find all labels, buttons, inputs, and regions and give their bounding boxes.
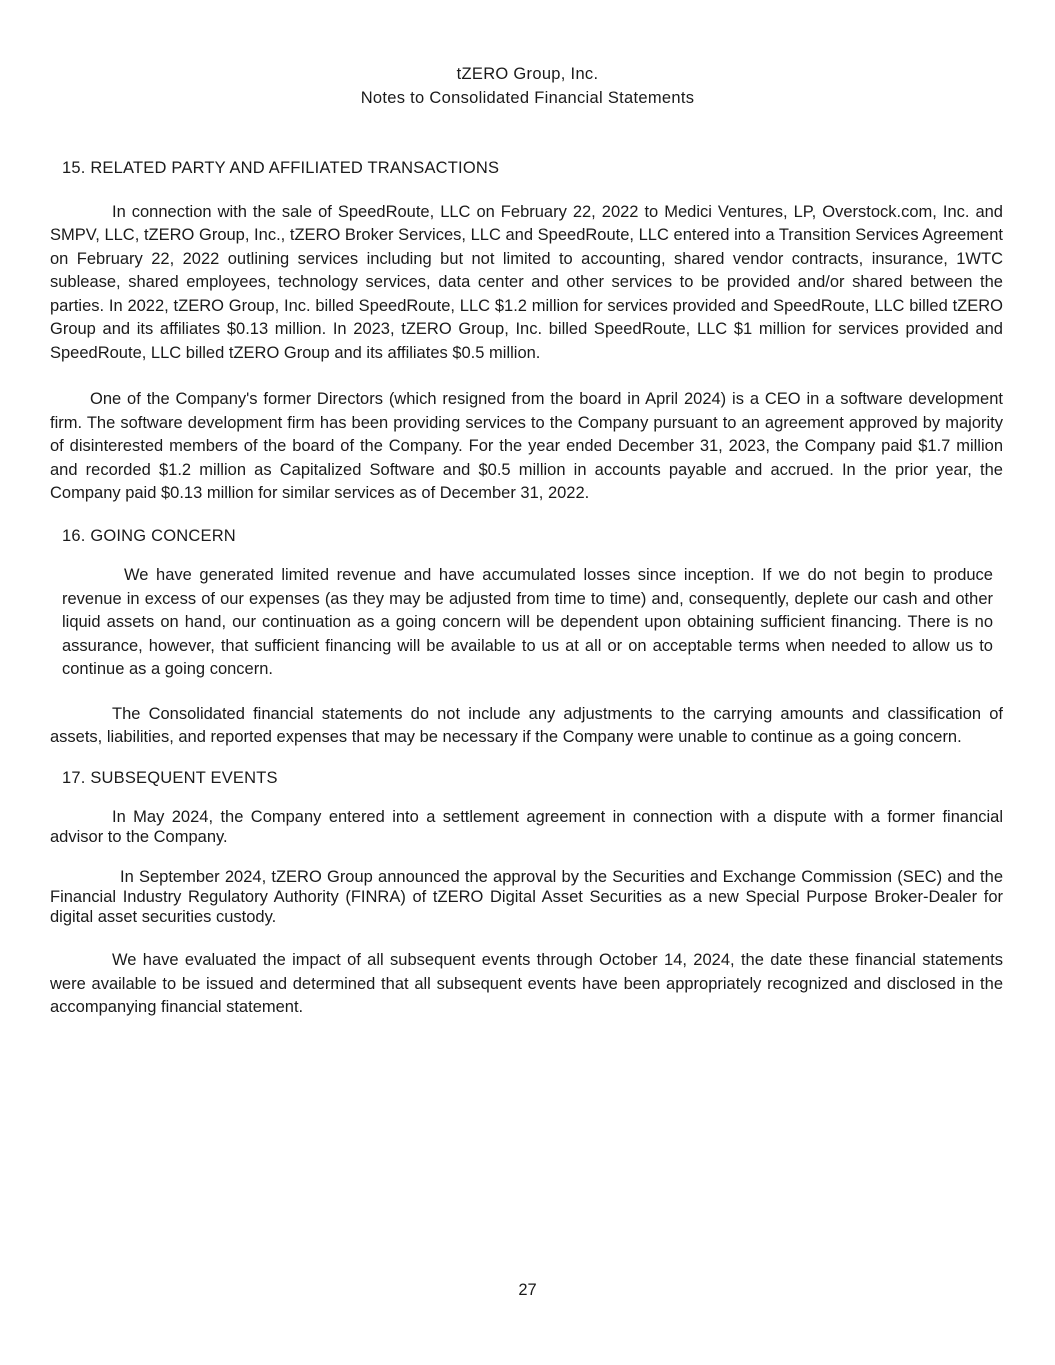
section-title-going-concern: 16. GOING CONCERN xyxy=(62,526,236,545)
page-number: 27 xyxy=(518,1281,537,1299)
company-name: tZERO Group, Inc. xyxy=(456,65,599,83)
subsequent-events-paragraph-1: In May 2024, the Company entered into a settlement agreement in connection with a dispute with a former financial advisor to the Company. xyxy=(50,808,1003,846)
subsequent-events-paragraph-2: In September 2024, tZERO Group announced the approval by the Securities and Exchange Commission (SEC) and the Financial Industry Regulatory Authority (FINRA) of tZERO Digital Asset Securities as a new Special Purpose Broker-Dealer for digital asset securities custody. xyxy=(50,868,1003,926)
page-header xyxy=(0,62,1055,110)
related-party-paragraph-2: One of the Company's former Directors (which resigned from the board in April 2024) is a CEO in a software development firm. The software development firm has been providing services to the Company pursuant to an agreement approved by majority of disinterested members of the board of the Company. For the year ended December 31, 2023, the Company paid $1.7 million and recorded $1.2 million as Capitalized Software and $0.5 million in accounts payable and accrued. In the prior year, the Company paid $0.13 million for similar services as of December 31, 2022. xyxy=(50,390,1003,502)
related-party-paragraph-1: In connection with the sale of SpeedRoute, LLC on February 22, 2022 to Medici Ventures, LP, Overstock.com, Inc. and SMPV, LLC, tZERO Group, Inc., tZERO Broker Services, LLC and SpeedRoute, LLC entered into a Transition Services Agreement on February 22, 2022 outlining services including but not limited to accounting, shared vendor contracts, insurance, 1WTC sublease, shared employees, technology services, data center and other services to be provided and/or shared between the parties. In 2022, tZERO Group, Inc. billed SpeedRoute, LLC $1.2 million for services provided and SpeedRoute, LLC billed tZERO Group and its affiliates $0.13 million. In 2023, tZERO Group, Inc. billed SpeedRoute, LLC $1 million for services provided and SpeedRoute, LLC billed tZERO Group and its affiliates $0.5 million. xyxy=(50,202,1003,362)
subsequent-events-paragraph-3: We have evaluated the impact of all subsequent events through October 14, 2024, the date these financial statements were available to be issued and determined that all subsequent events have been appropriately recognized and disclosed in the accompanying financial statement. xyxy=(50,951,1003,1016)
section-title-related-party: 15. RELATED PARTY AND AFFILIATED TRANSACTIONS xyxy=(62,159,500,177)
going-concern-paragraph-2: The Consolidated financial statements do not include any adjustments to the carrying amounts and classification of assets, liabilities, and reported expenses that may be necessary if the Company were unable to continue as a going concern. xyxy=(50,704,1003,746)
section-title-subsequent-events: 17. SUBSEQUENT EVENTS xyxy=(62,768,278,787)
going-concern-paragraph-1: We have generated limited revenue and have accumulated losses since inception. If we do not begin to produce revenue in excess of our expenses (as they may be adjusted from time to time) and, consequently, deplete our cash and other liquid assets on hand, our continuation as a going concern will be dependent upon obtaining sufficient financing. There is no assurance, however, that sufficient financing will be available to us at all or on acceptable terms when needed to allow us to continue as a going concern. xyxy=(62,566,993,678)
document-title: Notes to Consolidated Financial Statements xyxy=(360,89,695,107)
document-body xyxy=(50,157,1003,1020)
